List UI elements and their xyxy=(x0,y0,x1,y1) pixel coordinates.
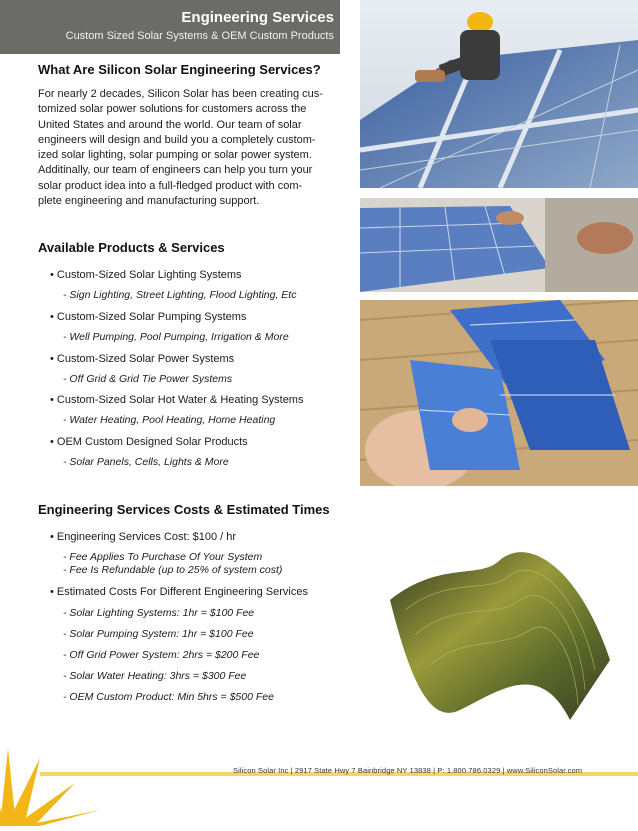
footer-contact: Silicon Solar Inc | 2917 State Hwy 7 Bainbridge NY 13838 | P: 1.800.786.0329 | www.SiliconSolar.com xyxy=(233,766,583,775)
list-item xyxy=(38,435,348,477)
intro-line: United States and around the world. Our team of solar xyxy=(38,118,302,131)
intro-line: Additinally, our team of engineers can help you turn your xyxy=(38,164,313,177)
intro-line: ized solar lighting, solar pumping or solar power system. xyxy=(38,149,312,162)
sunburst-logo xyxy=(0,738,638,826)
page-title: Engineering Services xyxy=(181,9,334,26)
intro-line: plete engineering and manufacturing support. xyxy=(38,195,260,208)
intro-paragraph xyxy=(38,87,340,209)
cost-note: - Fee Is Refundable (up to 25% of system cost) xyxy=(63,564,283,576)
estimates-label: • Estimated Costs For Different Engineering Services xyxy=(50,586,308,598)
product-label: • Custom-Sized Solar Hot Water & Heating Systems xyxy=(50,394,304,406)
solar-cells-image xyxy=(360,300,638,486)
footer xyxy=(0,738,638,826)
list-item xyxy=(38,268,348,310)
installer-photo-image xyxy=(360,0,638,188)
estimate-item: - Solar Pumping System: 1hr = $100 Fee xyxy=(63,628,254,640)
products-section xyxy=(38,240,348,477)
thin-film-image xyxy=(380,540,620,730)
thin-film-photo xyxy=(380,540,620,730)
product-detail: - Off Grid & Grid Tie Power Systems xyxy=(63,373,233,385)
products-list xyxy=(38,268,348,477)
estimate-item: - Solar Water Heating: 3hrs = $300 Fee xyxy=(63,670,247,682)
products-heading: Available Products & Services xyxy=(38,240,225,255)
cost-label: • Engineering Services Cost: $100 / hr xyxy=(50,531,237,543)
list-item xyxy=(38,310,348,352)
list-item xyxy=(38,393,348,435)
product-label: • OEM Custom Designed Solar Products xyxy=(50,436,248,448)
panel-assembly-photo xyxy=(360,198,638,292)
intro-line: solar product idea into a full-fledged product with com- xyxy=(38,179,303,192)
installer-photo xyxy=(360,0,638,188)
intro-heading: What Are Silicon Solar Engineering Services? xyxy=(38,62,321,77)
intro-section xyxy=(38,62,340,209)
product-label: • Custom-Sized Solar Lighting Systems xyxy=(50,269,242,281)
panel-assembly-image xyxy=(360,198,638,292)
product-label: • Custom-Sized Solar Pumping Systems xyxy=(50,311,247,323)
solar-cells-photo xyxy=(360,300,638,486)
product-detail: - Sign Lighting, Street Lighting, Flood Lighting, Etc xyxy=(63,289,297,301)
estimate-item: - Solar Lighting Systems: 1hr = $100 Fee xyxy=(63,607,255,619)
list-item xyxy=(38,352,348,393)
estimate-item: - Off Grid Power System: 2hrs = $200 Fee xyxy=(63,649,260,661)
costs-section xyxy=(38,502,348,704)
intro-line: engineers will design and build you a completely custom- xyxy=(38,133,316,146)
product-label: • Custom-Sized Solar Power Systems xyxy=(50,353,235,365)
estimate-item: - OEM Custom Product: Min 5hrs = $500 Fee xyxy=(63,691,274,703)
product-detail: - Solar Panels, Cells, Lights & More xyxy=(63,456,229,468)
product-detail: - Well Pumping, Pool Pumping, Irrigation & More xyxy=(63,331,289,343)
page-subtitle: Custom Sized Solar Systems & OEM Custom Products xyxy=(65,30,334,42)
intro-line: For nearly 2 decades, Silicon Solar has been creating cus- xyxy=(38,88,323,100)
product-detail: - Water Heating, Pool Heating, Home Heating xyxy=(63,414,276,426)
header-banner xyxy=(0,0,340,54)
cost-note: - Fee Applies To Purchase Of Your System xyxy=(63,551,263,563)
intro-line: tomized solar power solutions for customers across the xyxy=(38,103,307,116)
costs-heading: Engineering Services Costs & Estimated Times xyxy=(38,502,330,517)
